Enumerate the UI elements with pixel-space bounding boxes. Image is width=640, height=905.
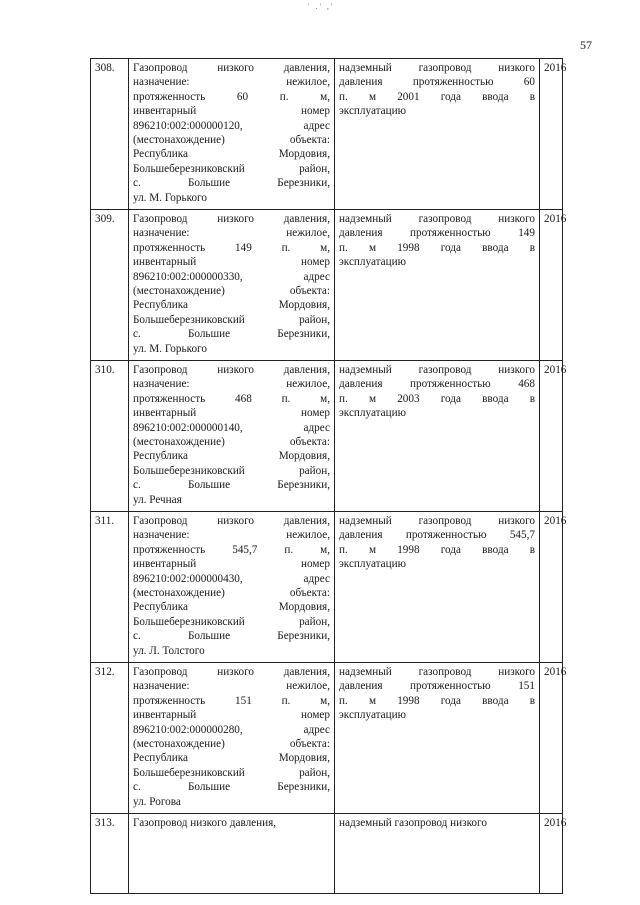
object-description-line: с. Большие Березники,: [133, 630, 330, 643]
object-description-line: протяженность 468 п. м,: [133, 392, 330, 405]
object-characteristics-line: надземный газопровод низкого: [339, 515, 535, 527]
object-characteristics-line: давления протяженностью 468: [339, 378, 535, 391]
object-description-cell: [129, 59, 335, 210]
object-description-line: назначение: нежилое,: [133, 76, 330, 89]
object-description-line: Газопровод низкого давления,: [133, 515, 330, 527]
object-description-cell: [129, 814, 335, 894]
object-description-line: Большеберезниковский район,: [133, 313, 330, 326]
object-characteristics-line: давления протяженностью 151: [339, 680, 535, 693]
object-description-line: (местонахождение) объекта:: [133, 285, 330, 298]
row-number: 310.: [91, 361, 129, 512]
object-description-line: Республика Мордовия,: [133, 450, 330, 463]
object-characteristics-line: эксплуатацию: [339, 105, 406, 118]
object-description-line: назначение: нежилое,: [133, 529, 330, 542]
object-description-line: инвентарный номер: [133, 558, 330, 571]
object-description-line: протяженность 60 п. м,: [133, 90, 330, 103]
object-description-line: с. Большие Березники,: [133, 479, 330, 492]
object-characteristics-cell: [335, 663, 540, 814]
object-characteristics-line: п. м 2003 года ввода в: [339, 392, 535, 405]
object-description-line: инвентарный номер: [133, 709, 330, 722]
object-description-line: инвентарный номер: [133, 256, 330, 269]
object-description-line: Большеберезниковский район,: [133, 615, 330, 628]
property-registry-table: [90, 58, 567, 894]
object-description-line: назначение: нежилое,: [133, 378, 330, 391]
object-description-cell: [129, 210, 335, 361]
object-description-line: 896210:002:000000120, адрес: [133, 119, 330, 132]
object-characteristics-line: эксплуатацию: [339, 558, 406, 571]
registry-body: [91, 59, 567, 894]
object-description-line: Газопровод низкого давления,: [133, 817, 277, 829]
row-number: 309.: [91, 210, 129, 361]
object-characteristics-line: п. м 1998 года ввода в: [339, 694, 535, 707]
object-description-line: Большеберезниковский район,: [133, 162, 330, 175]
row-number: 308.: [91, 59, 129, 210]
object-characteristics-line: надземный газопровод низкого: [339, 364, 535, 376]
object-characteristics-line: надземный газопровод низкого: [339, 817, 487, 829]
object-description-line: 896210:002:000000330, адрес: [133, 270, 330, 283]
object-description-line: (местонахождение) объекта:: [133, 436, 330, 449]
object-characteristics-line: надземный газопровод низкого: [339, 213, 535, 225]
year-cell: 2016: [540, 361, 563, 512]
object-description-line: Республика Мордовия,: [133, 148, 330, 161]
row-number: 313.: [91, 814, 129, 894]
object-description-line: с. Большие Березники,: [133, 177, 330, 190]
object-characteristics-line: надземный газопровод низкого: [339, 62, 535, 74]
table-row: [91, 361, 563, 512]
object-characteristics-line: п. м 1998 года ввода в: [339, 241, 535, 254]
year-cell: 2016: [540, 663, 563, 814]
object-description-line: протяженность 149 п. м,: [133, 241, 330, 254]
object-description-line: Республика Мордовия,: [133, 752, 330, 765]
object-description-line: протяженность 151 п. м,: [133, 694, 330, 707]
object-description-line: инвентарный номер: [133, 105, 330, 118]
object-characteristics-cell: [335, 59, 540, 210]
object-description-line: назначение: нежилое,: [133, 227, 330, 240]
object-description-line: Республика Мордовия,: [133, 601, 330, 614]
object-description-line: (местонахождение) объекта:: [133, 134, 330, 147]
object-characteristics-cell: [335, 814, 540, 894]
year-cell: 2016: [540, 210, 563, 361]
object-description-line: с. Большие Березники,: [133, 781, 330, 794]
object-description-line: назначение: нежилое,: [133, 680, 330, 693]
page-number: 57: [580, 38, 592, 52]
object-characteristics-line: эксплуатацию: [339, 709, 406, 722]
object-description-line: протяженность 545,7 п. м,: [133, 543, 330, 556]
object-description-line: Большеберезниковский район,: [133, 464, 330, 477]
object-description-line: (местонахождение) объекта:: [133, 738, 330, 751]
object-characteristics-line: эксплуатацию: [339, 256, 406, 269]
year-cell: 2016: [540, 814, 563, 894]
table-row: [91, 512, 563, 663]
object-description-line: Большеберезниковский район,: [133, 766, 330, 779]
object-characteristics-cell: [335, 210, 540, 361]
object-description-line: Республика Мордовия,: [133, 299, 330, 312]
object-characteristics-line: п. м 2001 года ввода в: [339, 90, 535, 103]
object-description-line: с. Большие Березники,: [133, 328, 330, 341]
object-characteristics-line: давления протяженностью 545,7: [339, 529, 535, 542]
object-characteristics-line: надземный газопровод низкого: [339, 666, 535, 678]
object-description-line: 896210:002:000000140, адрес: [133, 421, 330, 434]
object-characteristics-cell: [335, 512, 540, 663]
object-description-line: Газопровод низкого давления,: [133, 364, 330, 376]
year-cell: 2016: [540, 59, 563, 210]
object-description-line: ул. М. Горького: [133, 342, 207, 355]
object-description-line: ул. Рогова: [133, 795, 181, 808]
year-cell: 2016: [540, 512, 563, 663]
object-description-line: Газопровод низкого давления,: [133, 213, 330, 225]
object-description-line: Газопровод низкого давления,: [133, 62, 330, 74]
object-description-line: (местонахождение) объекта:: [133, 587, 330, 600]
object-characteristics-line: давления протяженностью 60: [339, 76, 535, 89]
table-row: [91, 59, 563, 210]
row-number: 312.: [91, 663, 129, 814]
object-description-line: Газопровод низкого давления,: [133, 666, 330, 678]
table-row: [91, 814, 563, 894]
object-description-line: ул. М. Горького: [133, 191, 207, 204]
table-row: [91, 663, 563, 814]
object-description-cell: [129, 361, 335, 512]
object-characteristics-line: эксплуатацию: [339, 407, 406, 420]
object-description-line: ул. Речная: [133, 493, 182, 506]
scan-mark: ' .' ,': [308, 2, 335, 11]
object-characteristics-line: п. м 1998 года ввода в: [339, 543, 535, 556]
object-description-cell: [129, 663, 335, 814]
object-characteristics-cell: [335, 361, 540, 512]
object-description-line: 896210:002:000000280, адрес: [133, 723, 330, 736]
row-number: 311.: [91, 512, 129, 663]
table-row: [91, 210, 563, 361]
object-characteristics-line: давления протяженностью 149: [339, 227, 535, 240]
object-description-cell: [129, 512, 335, 663]
object-description-line: инвентарный номер: [133, 407, 330, 420]
object-description-line: ул. Л. Толстого: [133, 644, 205, 657]
object-description-line: 896210:002:000000430, адрес: [133, 572, 330, 585]
